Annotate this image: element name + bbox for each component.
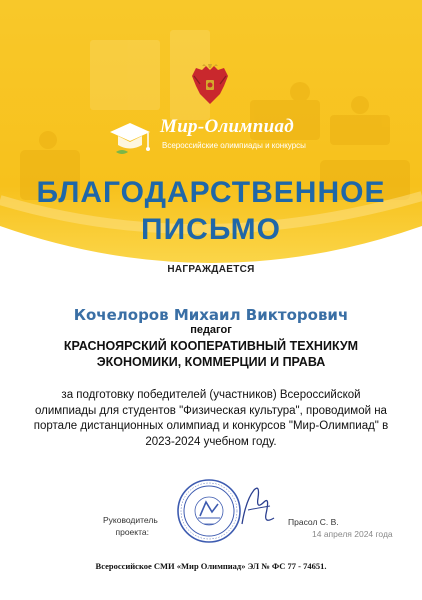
- round-seal-stamp: [176, 478, 242, 544]
- certificate-title-line1: БЛАГОДАРСТВЕННОЕ: [36, 176, 386, 209]
- recipient-organization: КРАСНОЯРСКИЙ КООПЕРАТИВНЫЙ ТЕХНИКУМ ЭКОНОМИКИ, КОММЕРЦИИ И ПРАВА: [63, 339, 359, 369]
- logo-subtitle: Всероссийские олимпиады и конкурсы: [162, 141, 306, 150]
- issue-date: 14 апреля 2024 года: [312, 529, 393, 539]
- mir-olimpiad-logo: [108, 116, 328, 160]
- recipient-role: педагог: [190, 324, 232, 336]
- graduation-cap-icon: [108, 118, 152, 158]
- leader-signature: [236, 480, 280, 532]
- logo-title: Мир-Олимпиад: [160, 116, 295, 137]
- certificate-title-line2: ПИСЬМО: [141, 213, 281, 246]
- award-description: за подготовку победителей (участников) Всероссийской олимпиады для студентов "Физическая культура", проводимой на портале дистанционных олимпиад и конкурсов "Мир-Олимпиад" в 2023-2024 учебном году.: [33, 389, 389, 448]
- project-leader-name: Прасол С. В.: [288, 517, 339, 527]
- awarded-label: НАГРАЖДАЕТСЯ: [167, 264, 255, 275]
- footer-registration: Всероссийское СМИ «Мир Олимпиад» ЭЛ № ФС 77 - 74651.: [95, 561, 327, 571]
- coat-of-arms-icon: [190, 64, 230, 108]
- recipient-name: Кочелоров Михаил Викторович: [73, 306, 349, 324]
- project-leader-label: Руководитель проекта:: [103, 515, 158, 537]
